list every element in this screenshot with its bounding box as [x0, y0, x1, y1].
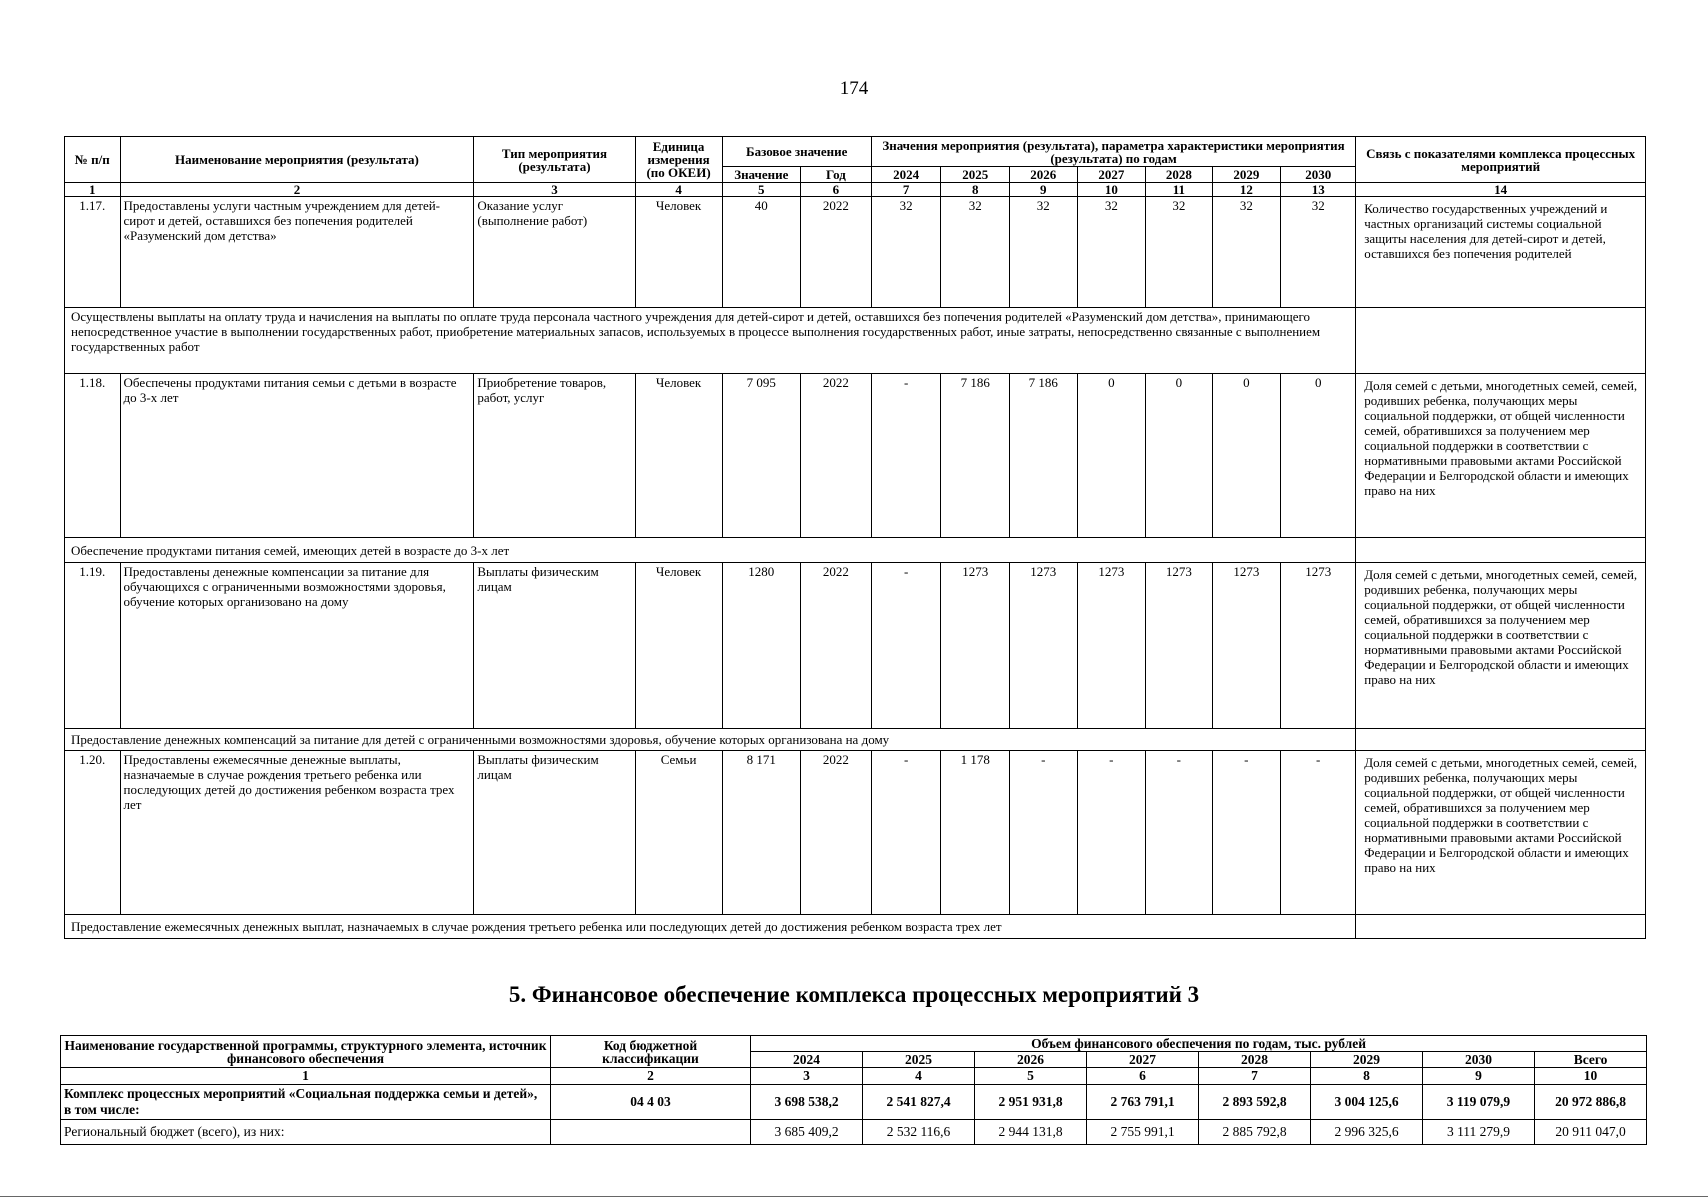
row-value: - [871, 563, 941, 729]
row-value: - [1077, 751, 1146, 915]
col-index: 9 [1423, 1068, 1535, 1085]
row-value: - [1281, 751, 1356, 915]
col-index: 3 [474, 183, 635, 197]
row-link: Доля семей с детьми, многодетных семей, семей, родивших ребенка, получающих меры социальной поддержки, от общей численности семей, обратившихся за получением мер социальной поддержки в соответствии с нормативными правовыми актами Российской Федерации и Белгородской области и имеющих право на них [1356, 563, 1646, 729]
fin-row [61, 1120, 1647, 1145]
header-year: 2028 [1146, 167, 1212, 183]
col-index: 12 [1212, 183, 1281, 197]
row-value: 32 [941, 197, 1010, 308]
header-link: Связь с показателями комплекса процессных мероприятий [1356, 137, 1646, 183]
col-index: 11 [1146, 183, 1212, 197]
header-unit: Единица измерения (по ОКЕИ) [635, 137, 722, 183]
row-value: 0 [1281, 374, 1356, 538]
fin-row-value: 3 111 279,9 [1423, 1120, 1535, 1145]
col-index: 10 [1535, 1068, 1647, 1085]
fin-row-value: 20 972 886,8 [1535, 1085, 1647, 1120]
row-base-year: 2022 [801, 197, 872, 308]
row-value: 1273 [1212, 563, 1281, 729]
col-index: 1 [61, 1068, 551, 1085]
header-year: 2024 [871, 167, 941, 183]
empty-cell [1356, 729, 1646, 751]
row-value: - [1212, 751, 1281, 915]
col-index: 4 [863, 1068, 975, 1085]
row-value: 7 186 [1010, 374, 1078, 538]
header-type: Тип мероприятия (результата) [474, 137, 635, 183]
col-index: 9 [1010, 183, 1078, 197]
header-base: Базовое значение [722, 137, 871, 167]
col-index: 7 [871, 183, 941, 197]
fin-header-year: 2027 [1087, 1052, 1199, 1068]
row-value: 32 [1212, 197, 1281, 308]
fin-row-value: 2 893 592,8 [1199, 1085, 1311, 1120]
empty-cell [1356, 308, 1646, 374]
row-base-year: 2022 [801, 563, 872, 729]
row-base-year: 2022 [801, 374, 872, 538]
row-value: 1273 [1077, 563, 1146, 729]
row-unit: Человек [635, 197, 722, 308]
section-title: 5. Финансовое обеспечение комплекса процессных мероприятий 3 [508, 982, 1200, 1007]
activities-table [64, 136, 1646, 939]
fin-header-year: 2029 [1311, 1052, 1423, 1068]
row-type: Приобретение товаров, работ, услуг [474, 374, 635, 538]
header-year: 2027 [1077, 167, 1146, 183]
row-unit: Семьи [635, 751, 722, 915]
fin-row [61, 1085, 1647, 1120]
fin-row-value: 2 951 931,8 [975, 1085, 1087, 1120]
fin-header-year: 2024 [751, 1052, 863, 1068]
row-name: Обеспечены продуктами питания семьи с детьми в возрасте до 3-х лет [120, 374, 474, 538]
table-row [65, 197, 1646, 308]
header-no: № п/п [65, 137, 121, 183]
header-year: 2029 [1212, 167, 1281, 183]
row-no: 1.18. [65, 374, 121, 538]
row-value: 32 [871, 197, 941, 308]
col-index: 6 [801, 183, 872, 197]
header-year: 2025 [941, 167, 1010, 183]
row-value: 0 [1077, 374, 1146, 538]
col-index: 14 [1356, 183, 1646, 197]
row-base-value: 7 095 [722, 374, 800, 538]
row-value: - [1010, 751, 1078, 915]
fin-header-year: 2030 [1423, 1052, 1535, 1068]
row-type: Выплаты физическим лицам [474, 751, 635, 915]
fin-header-year: 2028 [1199, 1052, 1311, 1068]
fin-header-volume: Объем финансового обеспечения по годам, тыс. рублей [751, 1036, 1647, 1052]
fin-row-value: 2 944 131,8 [975, 1120, 1087, 1145]
fin-row-value: 2 885 792,8 [1199, 1120, 1311, 1145]
fin-row-code: 04 4 03 [551, 1085, 751, 1120]
col-index: 8 [941, 183, 1010, 197]
row-unit: Человек [635, 374, 722, 538]
col-index: 5 [722, 183, 800, 197]
row-value: - [1146, 751, 1212, 915]
financing-table [60, 1035, 1647, 1145]
table-row [65, 374, 1646, 538]
row-description: Предоставление денежных компенсаций за питание для детей с ограниченными возможностями здоровья, обучение которых организована на дому [65, 729, 1356, 751]
row-base-value: 40 [722, 197, 800, 308]
table-row [65, 563, 1646, 729]
row-value: 32 [1077, 197, 1146, 308]
row-value: 32 [1146, 197, 1212, 308]
row-type: Выплаты физическим лицам [474, 563, 635, 729]
row-link: Доля семей с детьми, многодетных семей, семей, родивших ребенка, получающих меры социальной поддержки, от общей численности семей, обратившихся за получением мер социальной поддержки в соответствии с нормативными правовыми актами Российской Федерации и Белгородской области и имеющих право на них [1356, 374, 1646, 538]
col-index: 5 [975, 1068, 1087, 1085]
row-description: Осуществлены выплаты на оплату труда и начисления на выплаты по оплате труда персонала частного учреждения для детей-сирот и детей, оставшихся без попечения родителей «Разуменский дом детства», принимающего непосредственное участие в выполнении государственных работ, приобретение материальных запасов, используемых в процессе выполнения государственных работ, иные затраты, непосредственно связанные с выполнением государственных работ [65, 308, 1356, 374]
row-name: Предоставлены денежные компенсации за питание для обучающихся с ограниченными возможностями здоровья, обучение которых организовано на дому [120, 563, 474, 729]
fin-header-year: 2026 [975, 1052, 1087, 1068]
header-base-value: Значение [722, 167, 800, 183]
table-row [65, 751, 1646, 915]
description-row [65, 915, 1646, 939]
fin-header-code: Код бюджетной классификации [551, 1036, 751, 1068]
col-index: 10 [1077, 183, 1146, 197]
col-index: 4 [635, 183, 722, 197]
fin-row-value: 2 532 116,6 [863, 1120, 975, 1145]
description-row [65, 308, 1646, 374]
header-year: 2026 [1010, 167, 1078, 183]
row-base-year: 2022 [801, 751, 872, 915]
fin-header-total: Всего [1535, 1052, 1647, 1068]
row-no: 1.17. [65, 197, 121, 308]
row-value: - [871, 374, 941, 538]
col-index: 1 [65, 183, 121, 197]
header-base-year: Год [801, 167, 872, 183]
row-value: 32 [1281, 197, 1356, 308]
row-value: 1273 [1010, 563, 1078, 729]
fin-header-year: 2025 [863, 1052, 975, 1068]
col-index: 7 [1199, 1068, 1311, 1085]
row-link: Количество государственных учреждений и частных организаций системы социальной защиты населения для детей-сирот и детей, оставшихся без попечения родителей [1356, 197, 1646, 308]
empty-cell [1356, 538, 1646, 563]
col-index: 6 [1087, 1068, 1199, 1085]
description-row [65, 729, 1646, 751]
fin-row-value: 3 698 538,2 [751, 1085, 863, 1120]
column-index-row [65, 183, 1646, 197]
row-value: - [871, 751, 941, 915]
col-index: 3 [751, 1068, 863, 1085]
row-value: 0 [1212, 374, 1281, 538]
row-link: Доля семей с детьми, многодетных семей, семей, родивших ребенка, получающих меры социальной поддержки, от общей численности семей, обратившихся за получением мер социальной поддержки в соответствии с нормативными правовыми актами Российской Федерации и Белгородской области и имеющих право на них [1356, 751, 1646, 915]
row-value: 1273 [1281, 563, 1356, 729]
row-description: Предоставление ежемесячных денежных выплат, назначаемых в случае рождения третьего ребенка или последующих детей до достижения ребенком возраста трех лет [65, 915, 1356, 939]
row-value: 1273 [1146, 563, 1212, 729]
fin-row-value: 2 755 991,1 [1087, 1120, 1199, 1145]
fin-row-value: 3 004 125,6 [1311, 1085, 1423, 1120]
scan-edge-line [0, 1196, 1708, 1197]
col-index: 2 [551, 1068, 751, 1085]
fin-row-value: 20 911 047,0 [1535, 1120, 1647, 1145]
header-years-group: Значения мероприятия (результата), параметра характеристики мероприятия (результата) по годам [871, 137, 1355, 167]
row-value: 1273 [941, 563, 1010, 729]
row-value: 1 178 [941, 751, 1010, 915]
col-index: 2 [120, 183, 474, 197]
fin-row-code [551, 1120, 751, 1145]
row-value: 32 [1010, 197, 1078, 308]
row-no: 1.20. [65, 751, 121, 915]
header-name: Наименование мероприятия (результата) [120, 137, 474, 183]
fin-row-value: 2 541 827,4 [863, 1085, 975, 1120]
fin-index-row [61, 1068, 1647, 1085]
row-value: 7 186 [941, 374, 1010, 538]
row-value: 0 [1146, 374, 1212, 538]
row-no: 1.19. [65, 563, 121, 729]
row-base-value: 1280 [722, 563, 800, 729]
fin-row-value: 3 685 409,2 [751, 1120, 863, 1145]
header-year: 2030 [1281, 167, 1356, 183]
description-row [65, 538, 1646, 563]
row-name: Предоставлены услуги частным учреждением для детей-сирот и детей, оставшихся без попечения родителей «Разуменский дом детства» [120, 197, 474, 308]
row-type: Оказание услуг (выполнение работ) [474, 197, 635, 308]
page-number: 174 [839, 78, 869, 99]
fin-row-name: Региональный бюджет (всего), из них: [61, 1120, 551, 1145]
fin-row-name: Комплекс процессных мероприятий «Социальная поддержка семьи и детей», в том числе: [61, 1085, 551, 1120]
row-base-value: 8 171 [722, 751, 800, 915]
row-unit: Человек [635, 563, 722, 729]
empty-cell [1356, 915, 1646, 939]
col-index: 8 [1311, 1068, 1423, 1085]
row-description: Обеспечение продуктами питания семей, имеющих детей в возрасте до 3-х лет [65, 538, 1356, 563]
row-name: Предоставлены ежемесячные денежные выплаты, назначаемые в случае рождения третьего ребенка или последующих детей до достижения ребенком возраста трех лет [120, 751, 474, 915]
fin-row-value: 2 763 791,1 [1087, 1085, 1199, 1120]
fin-header-name: Наименование государственной программы, структурного элемента, источник финансового обеспечения [61, 1036, 551, 1068]
col-index: 13 [1281, 183, 1356, 197]
fin-row-value: 3 119 079,9 [1423, 1085, 1535, 1120]
fin-row-value: 2 996 325,6 [1311, 1120, 1423, 1145]
